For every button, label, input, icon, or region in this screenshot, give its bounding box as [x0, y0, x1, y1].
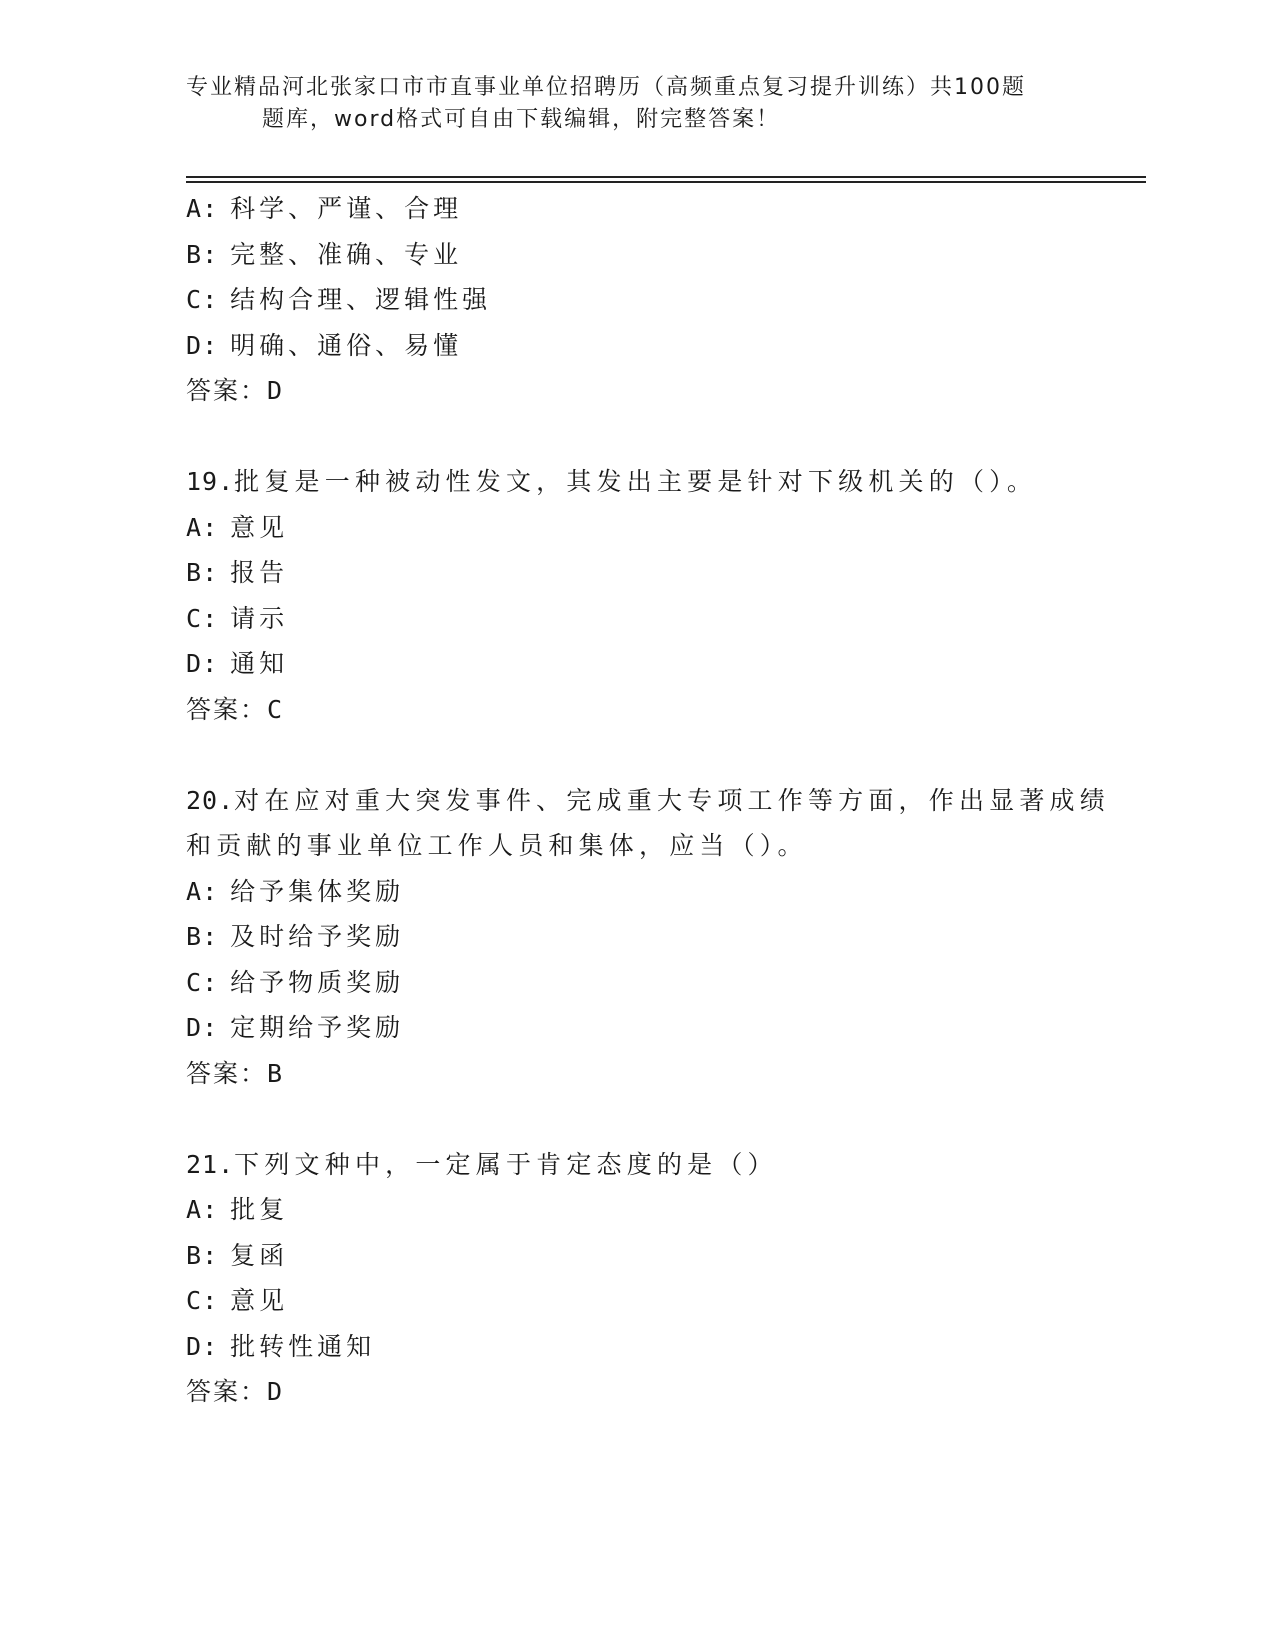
- option-b: B: 复函: [186, 1240, 289, 1270]
- option-a: A: 意见: [186, 512, 289, 542]
- option-c: C: 给予物质奖励: [186, 967, 405, 997]
- answer-label: 答案：: [186, 1058, 268, 1088]
- option-text: 通知: [230, 649, 289, 678]
- option-text: 意见: [230, 1286, 289, 1315]
- option-d: D: 定期给予奖励: [186, 1013, 405, 1042]
- option-b: B: 完整、准确、专业: [186, 239, 463, 269]
- answer-label: 答案：: [186, 694, 268, 724]
- option-text: 及时给予奖励: [230, 922, 405, 951]
- option-text: 请示: [230, 603, 289, 633]
- answer-value: B: [267, 1058, 285, 1088]
- question-stem: 20.对在应对重大突发事件、完成重大专项工作等方面，作出显著成绩: [186, 785, 1110, 815]
- option-text: 给予集体奖励: [230, 876, 405, 906]
- question-20: [186, 778, 1110, 1097]
- question-stem: 19.批复是一种被动性发文，其发出主要是针对下级机关的（）。: [186, 467, 1038, 496]
- header-rule-bottom: [186, 181, 1146, 183]
- option-a: A: 批复: [186, 1195, 289, 1224]
- question-number: 20.: [186, 785, 235, 815]
- option-c: C: 请示: [186, 603, 289, 633]
- header-rule-top: [186, 176, 1146, 178]
- question-21: [186, 1142, 1086, 1415]
- option-text: 定期给予奖励: [230, 1013, 405, 1042]
- answer-value: D: [267, 376, 285, 405]
- option-text: 批复: [230, 1195, 289, 1224]
- option-text: 科学、严谨、合理: [230, 194, 463, 223]
- header-title-line-2: 题库，word格式可自由下载编辑，附完整答案！: [262, 107, 781, 132]
- option-text: 完整、准确、专业: [230, 239, 463, 269]
- option-b: B: 及时给予奖励: [186, 922, 405, 951]
- option-d: D: 批转性通知: [186, 1331, 376, 1361]
- document-header: [186, 72, 1086, 136]
- option-c: C: 意见: [186, 1286, 289, 1315]
- question-stem: 21.下列文种中，一定属于肯定态度的是（）: [186, 1149, 778, 1179]
- option-d: D: 明确、通俗、易懂: [186, 330, 463, 360]
- answer-line: [186, 1051, 1086, 1097]
- option-text: 明确、通俗、易懂: [230, 330, 463, 360]
- answer-line: [186, 687, 1086, 733]
- question-19: [186, 459, 1086, 732]
- question-number: 19.: [186, 467, 235, 496]
- option-b: B: 报告: [186, 558, 289, 587]
- answer-value: C: [267, 694, 285, 724]
- answer-line: [186, 368, 1086, 414]
- option-d: D: 通知: [186, 649, 289, 678]
- option-text: 结构合理、逻辑性强: [230, 285, 492, 314]
- question-stem-continued: 和贡献的事业单位工作人员和集体，应当（）。: [186, 831, 808, 860]
- question-number: 21.: [186, 1149, 235, 1179]
- option-text: 批转性通知: [230, 1331, 376, 1361]
- option-c: C: 结构合理、逻辑性强: [186, 285, 492, 314]
- option-text: 报告: [230, 558, 289, 587]
- answer-label: 答案：: [186, 376, 268, 405]
- question-18: [186, 186, 1086, 414]
- option-text: 意见: [230, 512, 289, 542]
- option-text: 给予物质奖励: [230, 967, 405, 997]
- header-title-line-1: 专业精品河北张家口市市直事业单位招聘历（高频重点复习提升训练）共100题: [186, 75, 1026, 100]
- answer-label: 答案：: [186, 1377, 268, 1406]
- option-text: 复函: [230, 1240, 289, 1270]
- option-a: A: 科学、严谨、合理: [186, 194, 463, 223]
- answer-line: [186, 1369, 1086, 1415]
- answer-value: D: [267, 1377, 285, 1406]
- question-content: [186, 186, 1110, 1415]
- option-a: A: 给予集体奖励: [186, 876, 405, 906]
